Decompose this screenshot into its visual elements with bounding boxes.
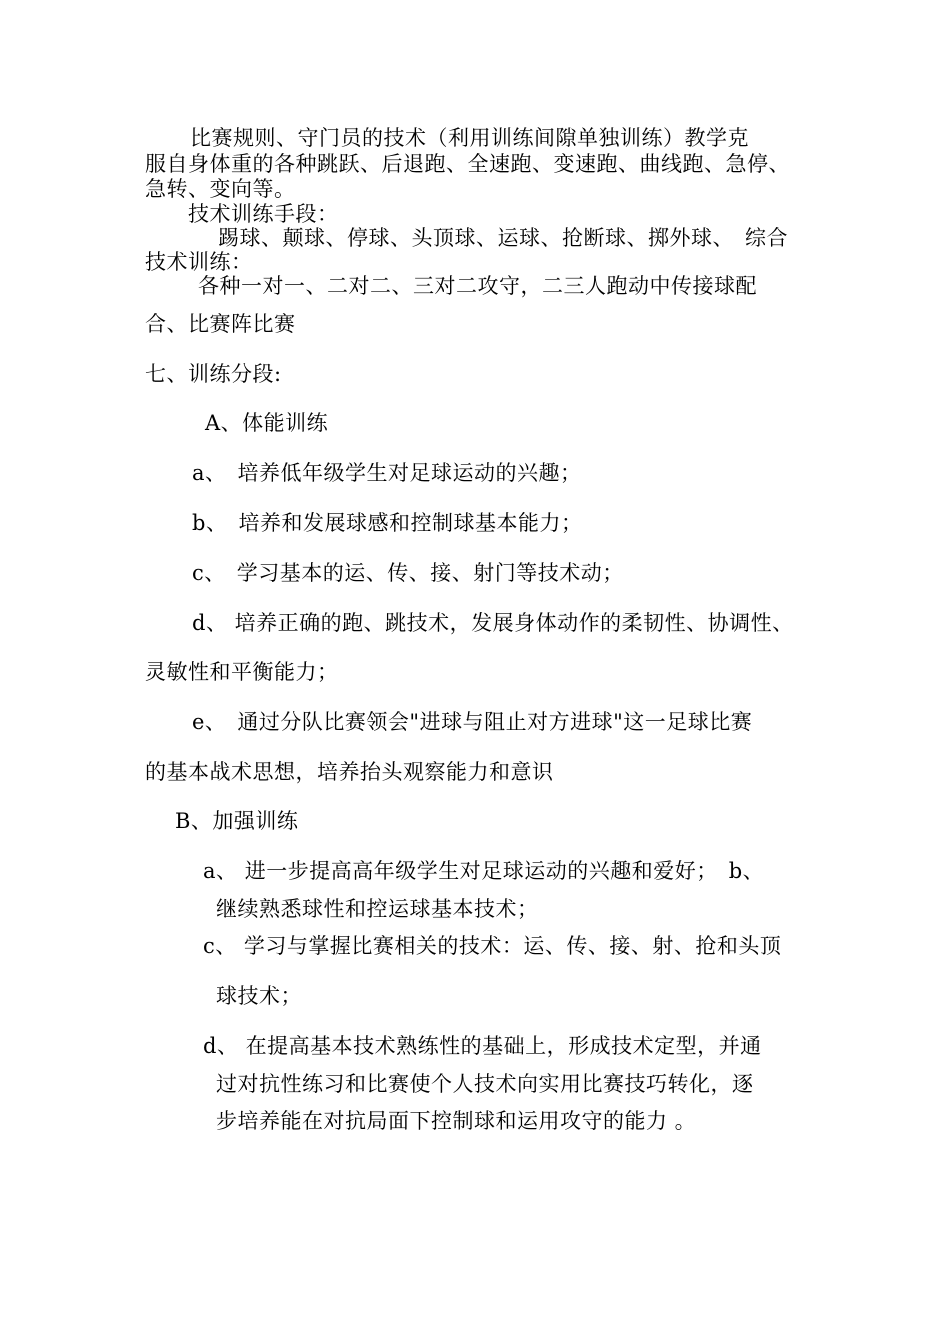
section-a-item-d-line-2: 灵敏性和平衡能力；: [145, 660, 339, 684]
section-7-heading: 七、训练分段:: [145, 362, 282, 386]
section-a-item-a: a、 培养低年级学生对足球运动的兴趣；: [192, 461, 582, 485]
intro-line-2: 服自身体重的各种跳跃、后退跑、全速跑、变速跑、曲线跑、急停、: [145, 152, 790, 176]
section-a-item-e-line-2: 的基本战术思想，培养抬头观察能力和意识: [145, 760, 554, 784]
intro-line-1: 比赛规则、守门员的技术（利用训练间隙单独训练）教学克: [190, 126, 749, 150]
tech-means-line-1: 踢球、颠球、停球、头顶球、运球、抢断球、掷外球、 综合: [218, 226, 788, 250]
combo-line-1: 各种一对一、二对二、三对二攻守，二三人跑动中传接球配: [198, 274, 757, 298]
section-b-item-a-line-2: 继续熟悉球性和控运球基本技术；: [216, 897, 539, 921]
combo-line-2: 合、比赛阵比赛: [145, 312, 296, 336]
tech-means-label: 技术训练手段：: [188, 202, 339, 226]
section-b-item-d-line-3: 步培养能在对抗局面下控制球和运用攻守的能力 。: [216, 1109, 697, 1133]
tech-means-line-2: 技术训练：: [145, 250, 253, 274]
section-a-item-e-line-1: e、 通过分队比赛领会"进球与阻止对方进球"这一足球比赛: [192, 710, 753, 734]
section-a-item-b: b、 培养和发展球感和控制球基本能力；: [192, 511, 583, 535]
section-b-item-c-line-1: c、 学习与掌握比赛相关的技术：运、传、接、射、抢和头顶: [203, 934, 782, 958]
section-a-item-c: c、 学习基本的运、传、接、射门等技术动；: [192, 561, 624, 585]
section-b-item-c-line-2: 球技术；: [216, 984, 302, 1008]
section-b-item-a-line-1: a、 进一步提高高年级学生对足球运动的兴趣和爱好； b、: [203, 859, 765, 883]
section-a-item-d-line-1: d、 培养正确的跑、跳技术，发展身体动作的柔韧性、协调性、: [192, 611, 794, 635]
intro-line-3: 急转、变向等。: [145, 177, 296, 201]
section-a-heading: A、体能训练: [205, 411, 329, 435]
section-b-heading: B、加强训练: [175, 809, 299, 833]
section-b-item-d-line-1: d、 在提高基本技术熟练性的基础上，形成技术定型，并通: [203, 1034, 762, 1058]
section-b-item-d-line-2: 过对抗性练习和比赛使个人技术向实用比赛技巧转化，逐: [216, 1072, 754, 1096]
